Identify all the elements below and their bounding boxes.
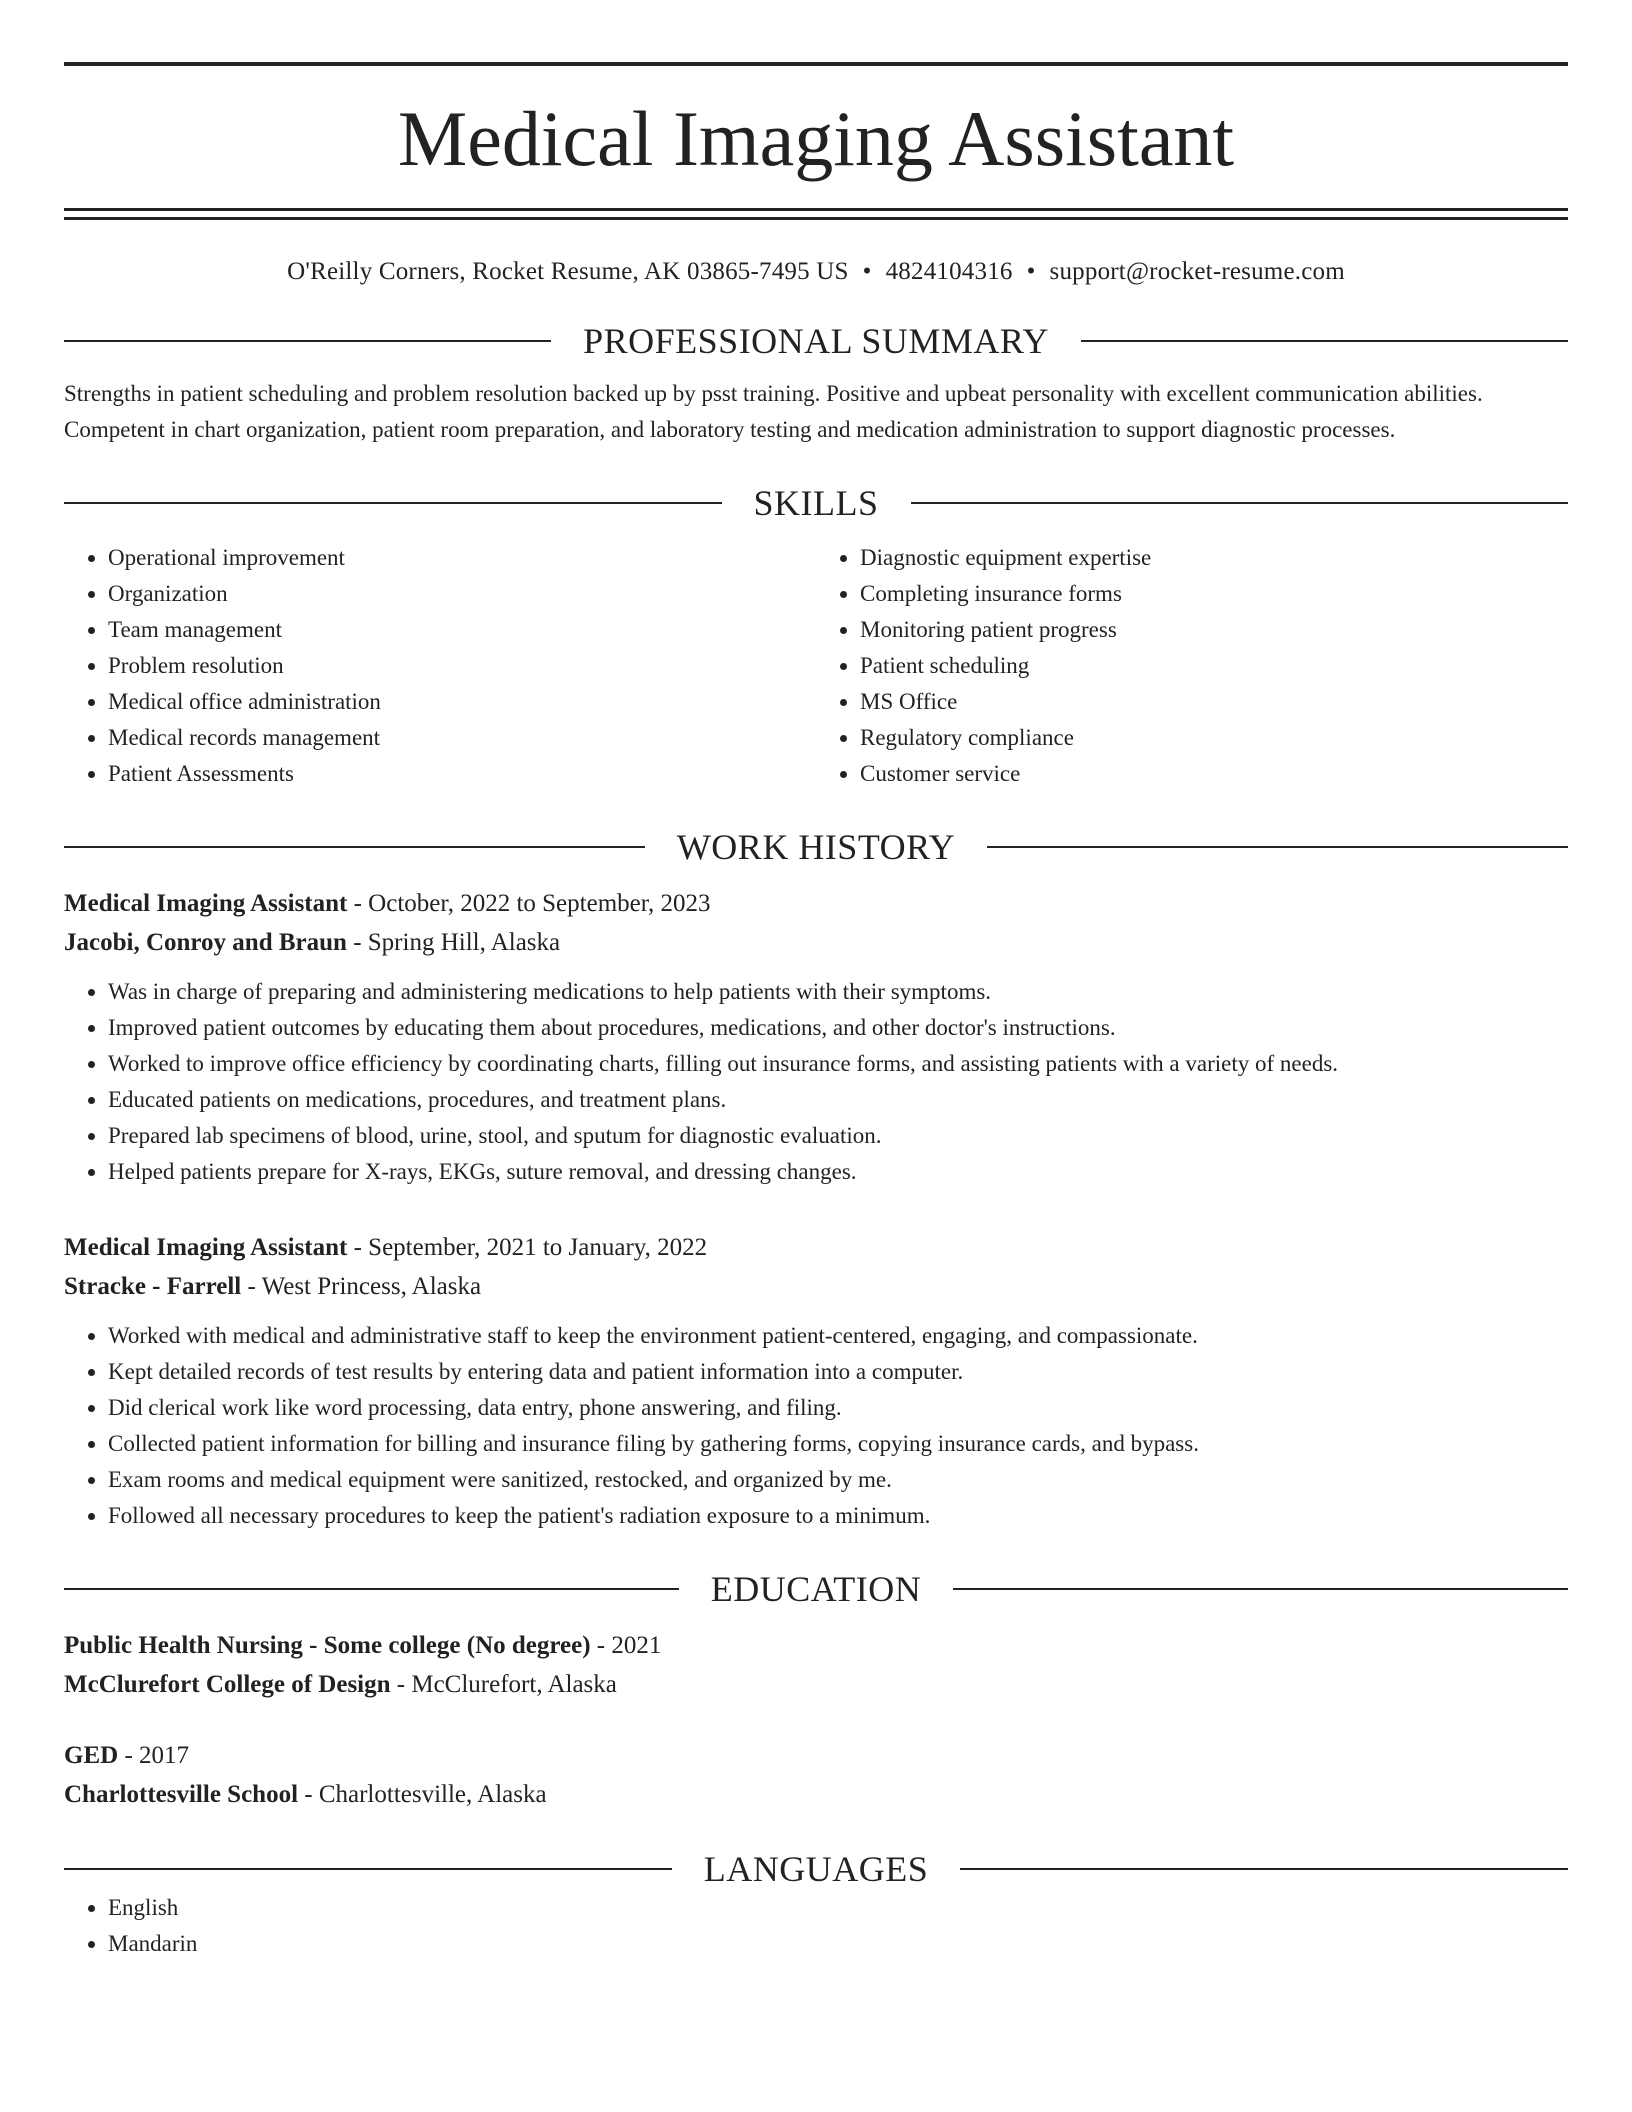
heading-rule-right	[953, 1588, 1568, 1590]
job-bullet: • Kept detailed records of test results by entering data and patient information into a computer.	[108, 1354, 1568, 1390]
contact-separator: •	[862, 258, 872, 285]
job-title: Medical Imaging Assistant	[64, 1234, 348, 1261]
education-location: - McClurefort, Alaska	[390, 1671, 617, 1698]
skill-item: • Patient scheduling	[860, 648, 1568, 684]
job-bullet: • Worked to improve office efficiency by coordinating charts, filling out insurance forms, and assisting patients with a variety of needs.	[108, 1046, 1568, 1082]
contact-email: support@rocket-resume.com	[1049, 258, 1345, 285]
job-company-line	[64, 923, 1568, 962]
heading-rule-right	[1081, 340, 1568, 342]
job-bullet: • Did clerical work like word processing, data entry, phone answering, and filing.	[108, 1390, 1568, 1426]
skill-item: • Medical office administration	[108, 684, 816, 720]
section-heading-languages	[64, 1848, 1568, 1890]
skills-columns	[64, 540, 1568, 792]
job-entry	[64, 1228, 1568, 1534]
resume-page	[64, 62, 1568, 1962]
job-title: Medical Imaging Assistant	[64, 890, 348, 917]
job-bullet: • Exam rooms and medical equipment were sanitized, restocked, and organized by me.	[108, 1462, 1568, 1498]
education-school: McClurefort College of Design	[64, 1671, 391, 1698]
education-year: - 2021	[590, 1632, 662, 1659]
job-bullet: • Was in charge of preparing and administering medications to help patients with their symptoms.	[108, 974, 1568, 1010]
heading-label: EDUCATION	[710, 1569, 922, 1609]
job-company: Stracke - Farrell	[64, 1273, 242, 1300]
skill-item: • Team management	[108, 612, 816, 648]
skill-item: • Patient Assessments	[108, 756, 816, 792]
skill-item: • Operational improvement	[108, 540, 816, 576]
education-entry	[64, 1736, 1568, 1814]
heading-rule-right	[960, 1868, 1568, 1870]
job-bullets	[64, 1318, 1568, 1534]
contact-address: O'Reilly Corners, Rocket Resume, AK 03865-7495 US	[287, 258, 849, 285]
education-school-line	[64, 1775, 1568, 1814]
education-entry	[64, 1626, 1568, 1704]
contact-separator: •	[1026, 258, 1036, 285]
section-heading-education	[64, 1568, 1568, 1610]
resume-title: Medical Imaging Assistant	[397, 95, 1235, 182]
skill-item: • Problem resolution	[108, 648, 816, 684]
skill-item: • Medical records management	[108, 720, 816, 756]
skills-left-list	[64, 540, 816, 792]
language-item: • English	[108, 1890, 1568, 1926]
job-bullet: • Followed all necessary procedures to keep the patient's radiation exposure to a minimum.	[108, 1498, 1568, 1534]
education-school: Charlottesville School	[64, 1781, 299, 1808]
job-dates: - September, 2021 to January, 2022	[347, 1234, 708, 1261]
skill-item: • Organization	[108, 576, 816, 612]
heading-rule-left	[64, 340, 551, 342]
skill-item: • Customer service	[860, 756, 1568, 792]
job-bullets	[64, 974, 1568, 1190]
section-heading-work	[64, 826, 1568, 868]
heading-rule-left	[64, 846, 645, 848]
title-rule	[64, 208, 1568, 211]
title-rule-second	[64, 217, 1568, 220]
contact-line	[64, 258, 1568, 286]
skill-item: • Diagnostic equipment expertise	[860, 540, 1568, 576]
top-rule	[64, 62, 1568, 66]
education-degree: Public Health Nursing - Some college (No degree)	[64, 1632, 591, 1659]
job-location: - Spring Hill, Alaska	[346, 929, 561, 956]
section-heading-skills	[64, 482, 1568, 524]
heading-rule-right	[987, 846, 1568, 848]
summary-text: Strengths in patient scheduling and problem resolution backed up by psst training. Positive and upbeat personality with excellent communication abilities. Competent in chart organization, patient room preparation, and laboratory testing and medication administration to support diagnostic processes.	[64, 381, 1483, 442]
language-item: • Mandarin	[108, 1926, 1568, 1962]
job-dates: - October, 2022 to September, 2023	[347, 890, 711, 917]
heading-rule-right	[911, 502, 1569, 504]
skill-item: • MS Office	[860, 684, 1568, 720]
contact-phone: 4824104316	[885, 258, 1013, 285]
job-entry	[64, 884, 1568, 1190]
job-bullet: • Collected patient information for billing and insurance filing by gathering forms, copying insurance cards, and bypass.	[108, 1426, 1568, 1462]
job-bullet: • Educated patients on medications, procedures, and treatment plans.	[108, 1082, 1568, 1118]
heading-label: LANGUAGES	[703, 1849, 929, 1889]
job-location: - West Princess, Alaska	[241, 1273, 482, 1300]
section-heading-summary	[64, 320, 1568, 362]
skill-item: • Monitoring patient progress	[860, 612, 1568, 648]
job-bullet: • Helped patients prepare for X-rays, EKGs, suture removal, and dressing changes.	[108, 1154, 1568, 1190]
heading-rule-left	[64, 502, 722, 504]
job-bullet: • Prepared lab specimens of blood, urine, stool, and sputum for diagnostic evaluation.	[108, 1118, 1568, 1154]
heading-label: PROFESSIONAL SUMMARY	[583, 321, 1049, 361]
education-year: - 2017	[118, 1742, 190, 1769]
skill-item: • Completing insurance forms	[860, 576, 1568, 612]
heading-rule-left	[64, 1868, 672, 1870]
job-bullet: • Improved patient outcomes by educating them about procedures, medications, and other doctor's instructions.	[108, 1010, 1568, 1046]
education-degree-line	[64, 1736, 1568, 1775]
job-company-line	[64, 1267, 1568, 1306]
job-title-line	[64, 1228, 1568, 1267]
education-location: - Charlottesville, Alaska	[298, 1781, 547, 1808]
education-school-line	[64, 1665, 1568, 1704]
job-bullet: • Worked with medical and administrative staff to keep the environment patient-centered, engaging, and compassionate.	[108, 1318, 1568, 1354]
skills-right-list	[816, 540, 1568, 792]
education-degree: GED	[64, 1742, 119, 1769]
skill-item: • Regulatory compliance	[860, 720, 1568, 756]
education-degree-line	[64, 1626, 1568, 1665]
job-title-line	[64, 884, 1568, 923]
heading-rule-left	[64, 1588, 679, 1590]
job-company: Jacobi, Conroy and Braun	[64, 929, 347, 956]
heading-label: SKILLS	[753, 483, 879, 523]
heading-label: WORK HISTORY	[676, 827, 956, 867]
languages-list	[64, 1890, 1568, 1962]
